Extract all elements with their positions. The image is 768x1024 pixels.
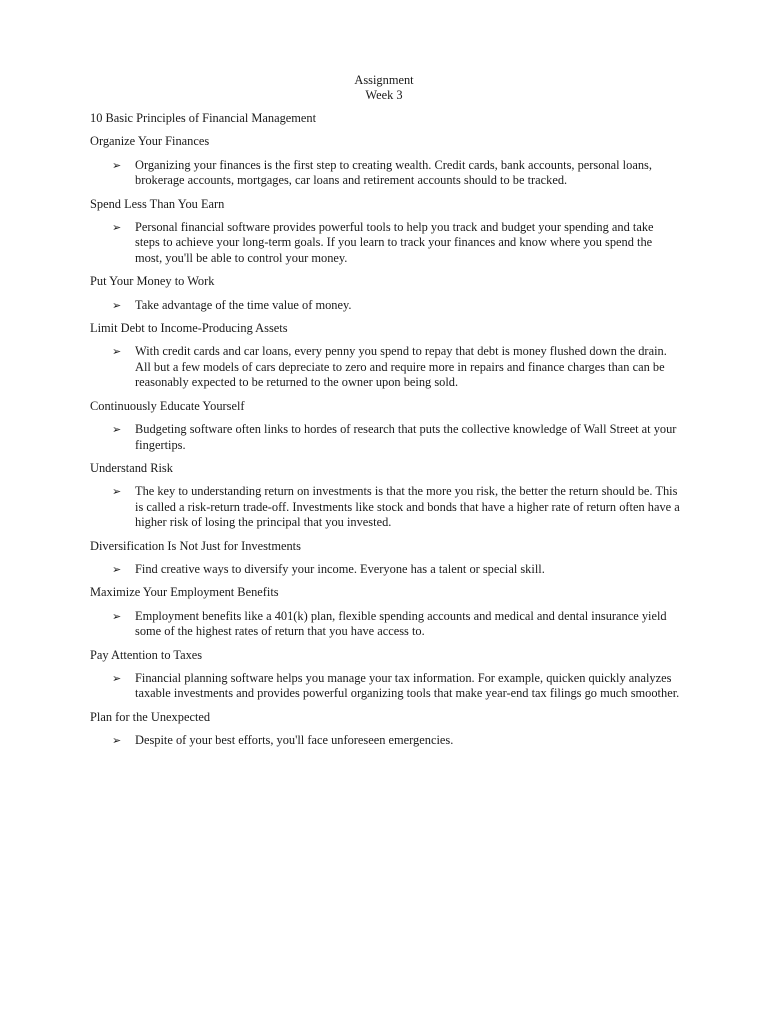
bullet-text: With credit cards and car loans, every penny you spend to repay that debt is money flushed down the drain. All but a few models of cars depreciate to zero and require more in repairs and finance charges than can be reasonably expected to be returned to the owner upon being sold. — [135, 344, 667, 390]
section-heading: Organize Your Finances — [90, 134, 210, 149]
arrow-bullet-icon: ➢ — [112, 734, 122, 748]
section-heading: Diversification Is Not Just for Investments — [90, 538, 301, 553]
bullet-text: Budgeting software often links to hordes of research that puts the collective knowledge of Wall Street at your fingertips. — [135, 422, 677, 452]
section-heading: Plan for the Unexpected — [90, 709, 211, 724]
section-heading: Maximize Your Employment Benefits — [90, 585, 279, 600]
arrow-bullet-icon: ➢ — [112, 298, 122, 312]
document-header — [0, 73, 768, 103]
bullet-item — [90, 671, 680, 702]
bullet-text: Employment benefits like a 401(k) plan, flexible spending accounts and medical and dental insurance yield some of the highest rates of return that you have access to. — [135, 608, 667, 639]
arrow-bullet-icon: ➢ — [112, 485, 122, 499]
section-heading: Put Your Money to Work — [90, 274, 215, 289]
bullet-item — [90, 484, 680, 530]
arrow-bullet-icon: ➢ — [112, 671, 122, 685]
section-heading: Continuously Educate Yourself — [90, 398, 245, 413]
bullet-text: Despite of your best efforts, you'll face unforeseen emergencies. — [135, 733, 454, 748]
arrow-bullet-icon: ➢ — [112, 345, 122, 359]
bullet-item — [90, 562, 680, 577]
bullet-item — [90, 609, 680, 640]
bullet-text: Financial planning software helps you manage your tax information. For example, quicken quickly analyzes taxable investments and provides powerful organizing tools that make year-end tax filings go much smoother. — [135, 670, 680, 701]
section-heading: Pay Attention to Taxes — [90, 647, 203, 662]
section-heading: Limit Debt to Income-Producing Assets — [90, 321, 288, 336]
arrow-bullet-icon: ➢ — [112, 158, 122, 172]
document-body — [90, 111, 690, 757]
bullet-text: Find creative ways to diversify your income. Everyone has a talent or special skill. — [135, 561, 545, 576]
bullet-text: Personal financial software provides powerful tools to help you track and budget your spending and take steps to achieve your long-term goals. If you learn to track your finances and know where you spend the most, you'll be able to control your money. — [135, 220, 654, 265]
arrow-bullet-icon: ➢ — [112, 609, 122, 623]
header-line-assignment: Assignment — [354, 73, 414, 87]
arrow-bullet-icon: ➢ — [112, 423, 122, 437]
bullet-text: Take advantage of the time value of money. — [135, 297, 352, 312]
bullet-item — [90, 220, 680, 266]
bullet-item — [90, 344, 680, 390]
bullet-item — [90, 733, 680, 748]
bullet-item — [90, 158, 680, 189]
section-heading: Spend Less Than You Earn — [90, 196, 225, 211]
section-heading: Understand Risk — [90, 460, 173, 475]
arrow-bullet-icon: ➢ — [112, 221, 122, 235]
bullet-text: The key to understanding return on investments is that the more you risk, the better the return should be. This is called a risk-return trade-off. Investments like stock and bonds that have a higher rate of return often have a higher risk of losing the principal that you invested. — [135, 484, 680, 530]
bullet-item — [90, 422, 680, 453]
bullet-item — [90, 298, 680, 313]
header-line-week: Week 3 — [365, 88, 403, 102]
bullet-text: Organizing your finances is the first step to creating wealth. Credit cards, bank accounts, personal loans, brokerage accounts, mortgages, car loans and retirement accounts should to be tracked. — [135, 157, 652, 188]
arrow-bullet-icon: ➢ — [112, 562, 122, 576]
document-title: 10 Basic Principles of Financial Management — [90, 111, 317, 125]
